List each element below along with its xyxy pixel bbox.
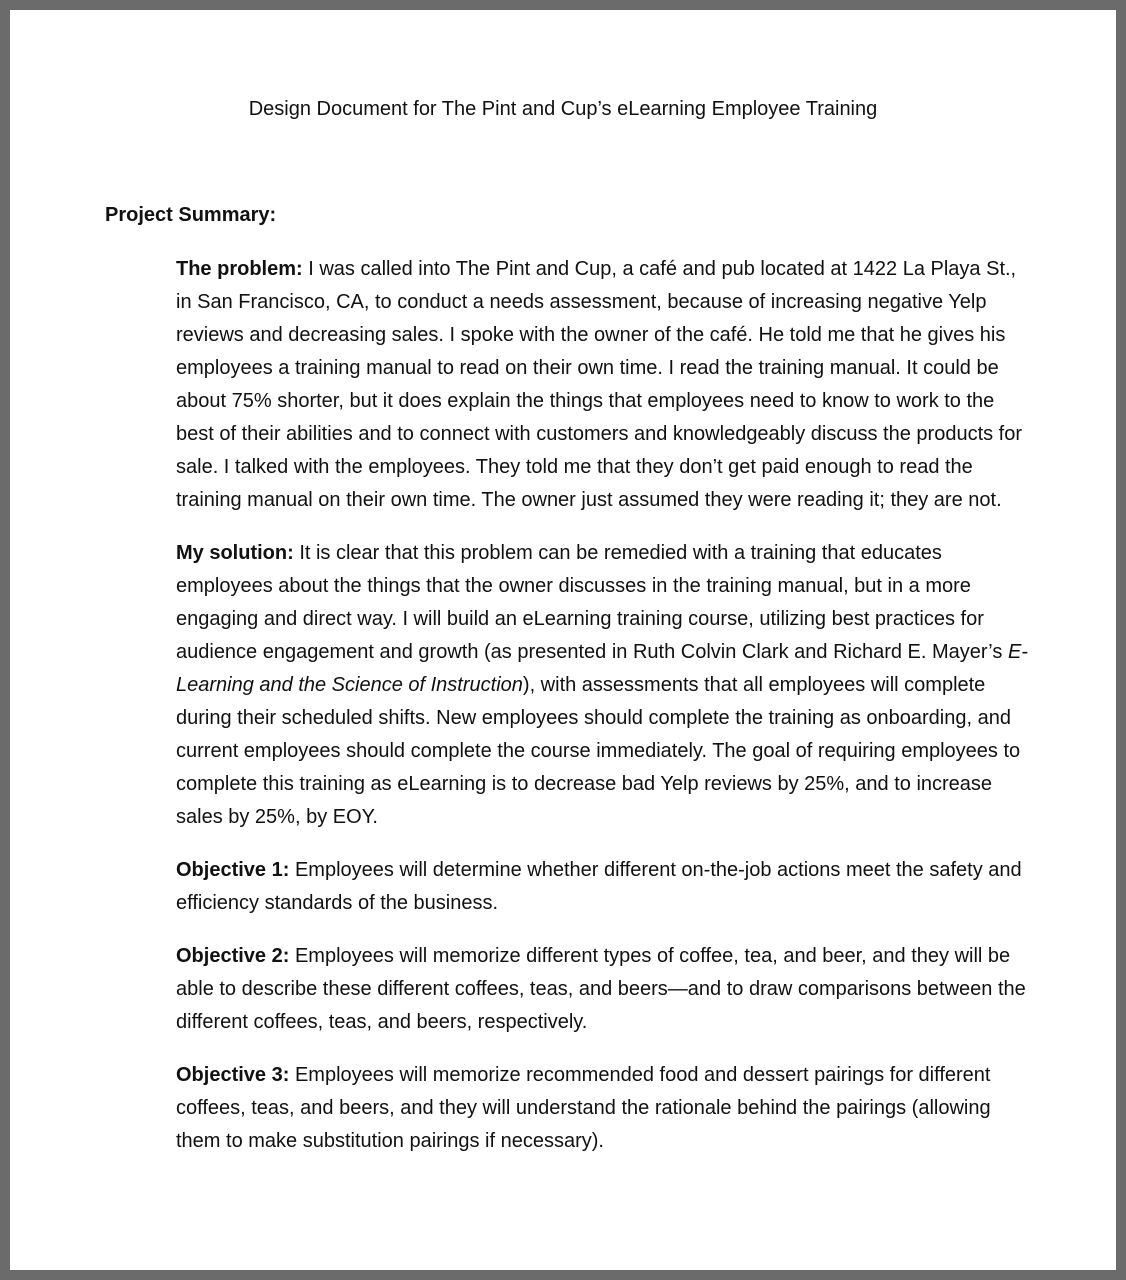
- problem-text: I was called into The Pint and Cup, a café and pub located at 1422 La Playa St., in San Francisco, CA, to conduct a needs assessment, because of increasing negative Yelp reviews and decreasing sales. I spoke with the owner of the café. He told me that he gives his employees a training manual to read on their own time. I read the training manual. It could be about 75% shorter, but it does explain the things that employees need to know to work to the best of their abilities and to connect with customers and knowledgeably discuss the products for sale. I talked with the employees. They told me that they don’t get paid enough to read the training manual on their own time. The owner just assumed they were reading it; they are not.: [176, 258, 1023, 511]
- objective-3-paragraph: [176, 1059, 1036, 1158]
- solution-text-before: It is clear that this problem can be remedied with a training that educates employees about the things that the owner discusses in the training manual, but in a more engaging and direct way. I will build an eLearning training course, utilizing best practices for audience engagement and growth (as presented in Ruth Colvin Clark and Richard E. Mayer’s: [176, 542, 1008, 663]
- book-title: E-Learning and the Science of Instruction: [176, 641, 1028, 696]
- document-page: [10, 10, 1116, 1270]
- objective-2-label: Objective 2:: [176, 945, 290, 967]
- objective-2-text: Employees will memorize different types of coffee, tea, and beer, and they will be able to describe these different coffees, teas, and beers—and to draw comparisons between the different coffees, teas, and beers, respectively.: [176, 945, 1026, 1033]
- document-title: Design Document for The Pint and Cup’s eLearning Employee Training: [248, 98, 878, 120]
- objective-3-text: Employees will memorize recommended food and dessert pairings for different coffees, teas, and beers, and they will understand the rationale behind the pairings (allowing them to make substitution pairings if necessary).: [176, 1064, 991, 1152]
- objective-1-label: Objective 1:: [176, 859, 290, 881]
- section-heading-project-summary: Project Summary:: [105, 204, 277, 226]
- objective-3-label: Objective 3:: [176, 1064, 290, 1086]
- solution-paragraph: [176, 537, 1036, 834]
- project-summary-body: [176, 253, 1036, 1178]
- objective-2-paragraph: [176, 940, 1036, 1039]
- problem-paragraph: [176, 253, 1036, 517]
- objective-1-paragraph: [176, 854, 1036, 920]
- problem-label: The problem:: [176, 258, 303, 280]
- objective-1-text: Employees will determine whether different on-the-job actions meet the safety and efficiency standards of the business.: [176, 859, 1022, 914]
- solution-label: My solution:: [176, 542, 294, 564]
- solution-text-after: ), with assessments that all employees will complete during their scheduled shifts. New employees should complete the training as onboarding, and current employees should complete the course immediately. The goal of requiring employees to complete this training as eLearning is to decrease bad Yelp reviews by 25%, and to increase sales by 25%, by EOY.: [176, 674, 1021, 828]
